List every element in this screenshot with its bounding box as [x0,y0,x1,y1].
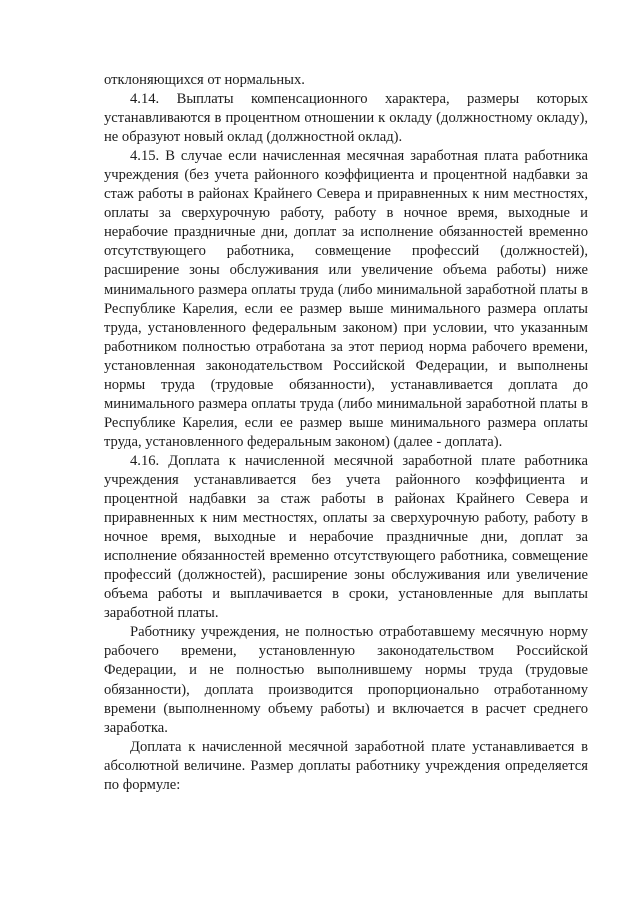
document-body [104,71,588,795]
paragraph-4-16: 4.16. Доплата к начисленной месячной заработной плате работника учреждения устанавливается без учета районного коэффициента и процентной надбавки за стаж работы в районах Крайнего Севера и приравненных к ним местностях, оплаты за сверхурочную работу, работу в ночное время, выходные и нерабочие праздничные дни, доплат за исполнение обязанностей временно отсутствующего работника, совмещение профессий (должностей), расширение зоны обслуживания или увеличение объема работы и выплачивается в сроки, установленные для выплаты заработной платы. [104,452,588,622]
paragraph-partial-norm: Работнику учреждения, не полностью отработавшему месячную норму рабочего времени, установленную законодательством Российской Федерации, и не полностью выполнившему нормы труда (трудовые обязанности), доплата производится пропорционально отработанному времени (выполненному объему работы) и включается в расчет среднего заработка. [104,624,588,736]
paragraph-4-14: 4.14. Выплаты компенсационного характера, размеры которых устанавливаются в процентном отношении к окладу (должностному окладу), не образуют новый оклад (должностной оклад). [104,91,588,146]
paragraph-4-15: 4.15. В случае если начисленная месячная заработная плата работника учреждения (без учета районного коэффициента и процентной надбавки за стаж работы в районах Крайнего Севера и приравненных к ним местностях, оплаты за сверхурочную работу, работу в ночное время, выходные и нерабочие праздничные дни, доплат за исполнение обязанностей временно отсутствующего работника, совмещение профессий (должностей), расширение зоны обслуживания или увеличение объема работы) ниже минимального размера оплаты труда (либо минимальной заработной платы в Республике Карелия, если ее размер выше минимального размера оплаты труда, установленного федеральным законом) при условии, что указанным работником полностью отработана за этот период норма рабочего времени, установленная законодательством Российской Федерации, и выполнены нормы труда (трудовые обязанности), устанавливается доплата до минимального размера оплаты труда (либо минимальной заработной платы в Республике Карелия, если ее размер выше минимального размера оплаты труда, установленного федеральным законом) (далее - доплата). [104,148,588,450]
paragraph-formula-intro: Доплата к начисленной месячной заработной плате устанавливается в абсолютной величине. Размер доплаты работнику учреждения определяется по формуле: [104,738,588,793]
paragraph-continuation: отклоняющихся от нормальных. [104,72,305,88]
